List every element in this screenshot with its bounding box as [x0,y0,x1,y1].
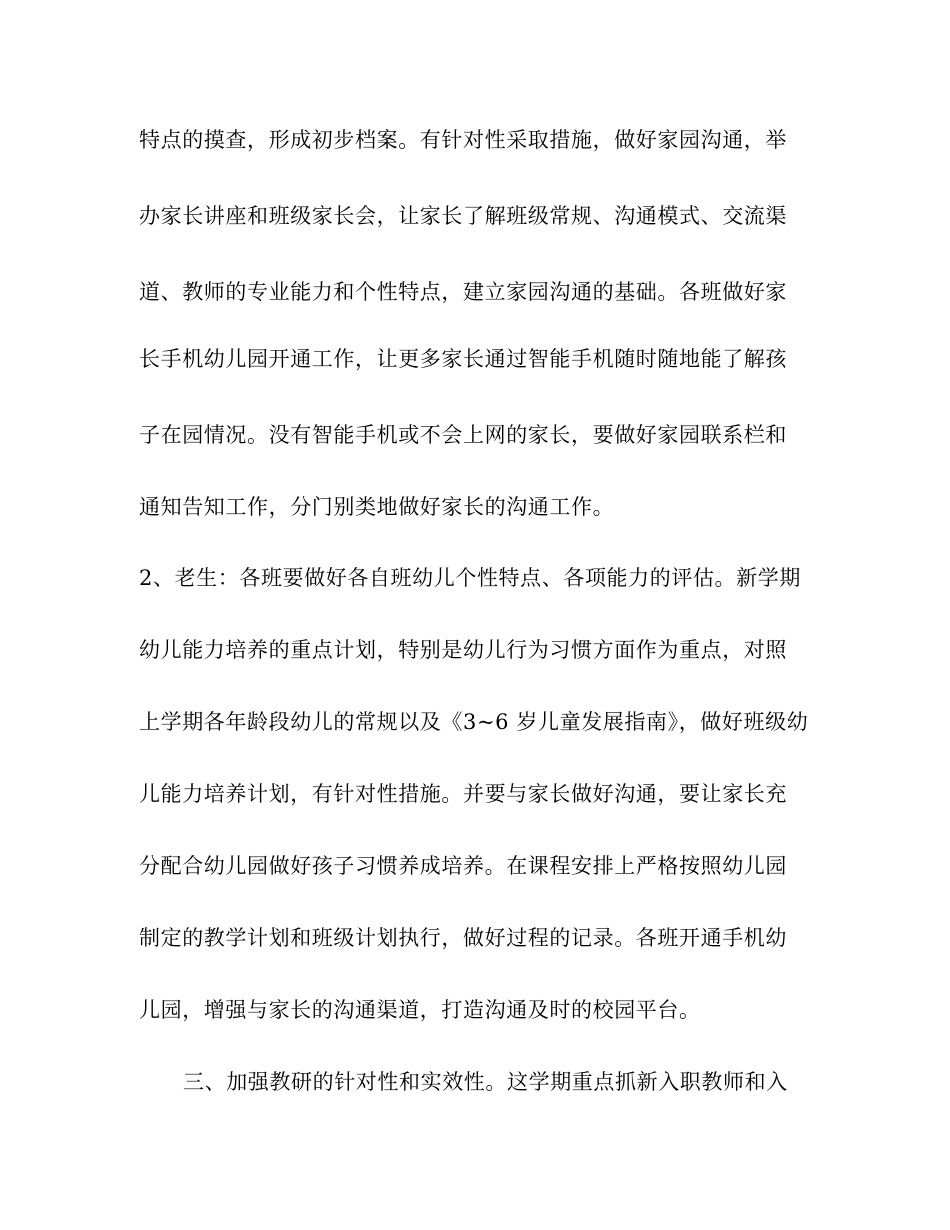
text-line: 子在园情况。没有智能手机或不会上网的家长，要做好家园联系栏和 [139,423,787,447]
text-line: 制定的教学计划和班级计划执行，做好过程的记录。各班开通手机幼 [139,926,787,950]
text-line: 道、教师的专业能力和个性特点，建立家园沟通的基础。各班做好家 [139,280,787,304]
text-line: 幼儿能力培养的重点计划，特别是幼儿行为习惯方面作为重点，对照 [139,638,787,662]
text-line: 通知告知工作，分门别类地做好家长的沟通工作。 [139,495,615,519]
text-line: 儿园，增强与家长的沟通渠道，打造沟通及时的校园平台。 [139,998,701,1022]
text-line: 2、老生：各班要做好各自班幼儿个性特点、各项能力的评估。新学期 [139,566,801,590]
text-line: 长手机幼儿园开通工作，让更多家长通过智能手机随时随地能了解孩 [139,347,787,371]
section-heading-line: 三、加强教研的针对性和实效性。这学期重点抓新入职教师和入 [183,1070,788,1094]
text-line: 特点的摸查，形成初步档案。有针对性采取措施，做好家园沟通，举 [139,128,787,152]
text-line: 儿能力培养计划，有针对性措施。并要与家长做好沟通，要让家长充 [139,782,787,806]
text-line: 上学期各年龄段幼儿的常规以及《3~6 岁儿童发展指南》，做好班级幼 [139,710,809,734]
text-line: 办家长讲座和班级家长会，让家长了解班级常规、沟通模式、交流渠 [139,204,787,228]
text-line: 分配合幼儿园做好孩子习惯养成培养。在课程安排上严格按照幼儿园 [139,854,787,878]
